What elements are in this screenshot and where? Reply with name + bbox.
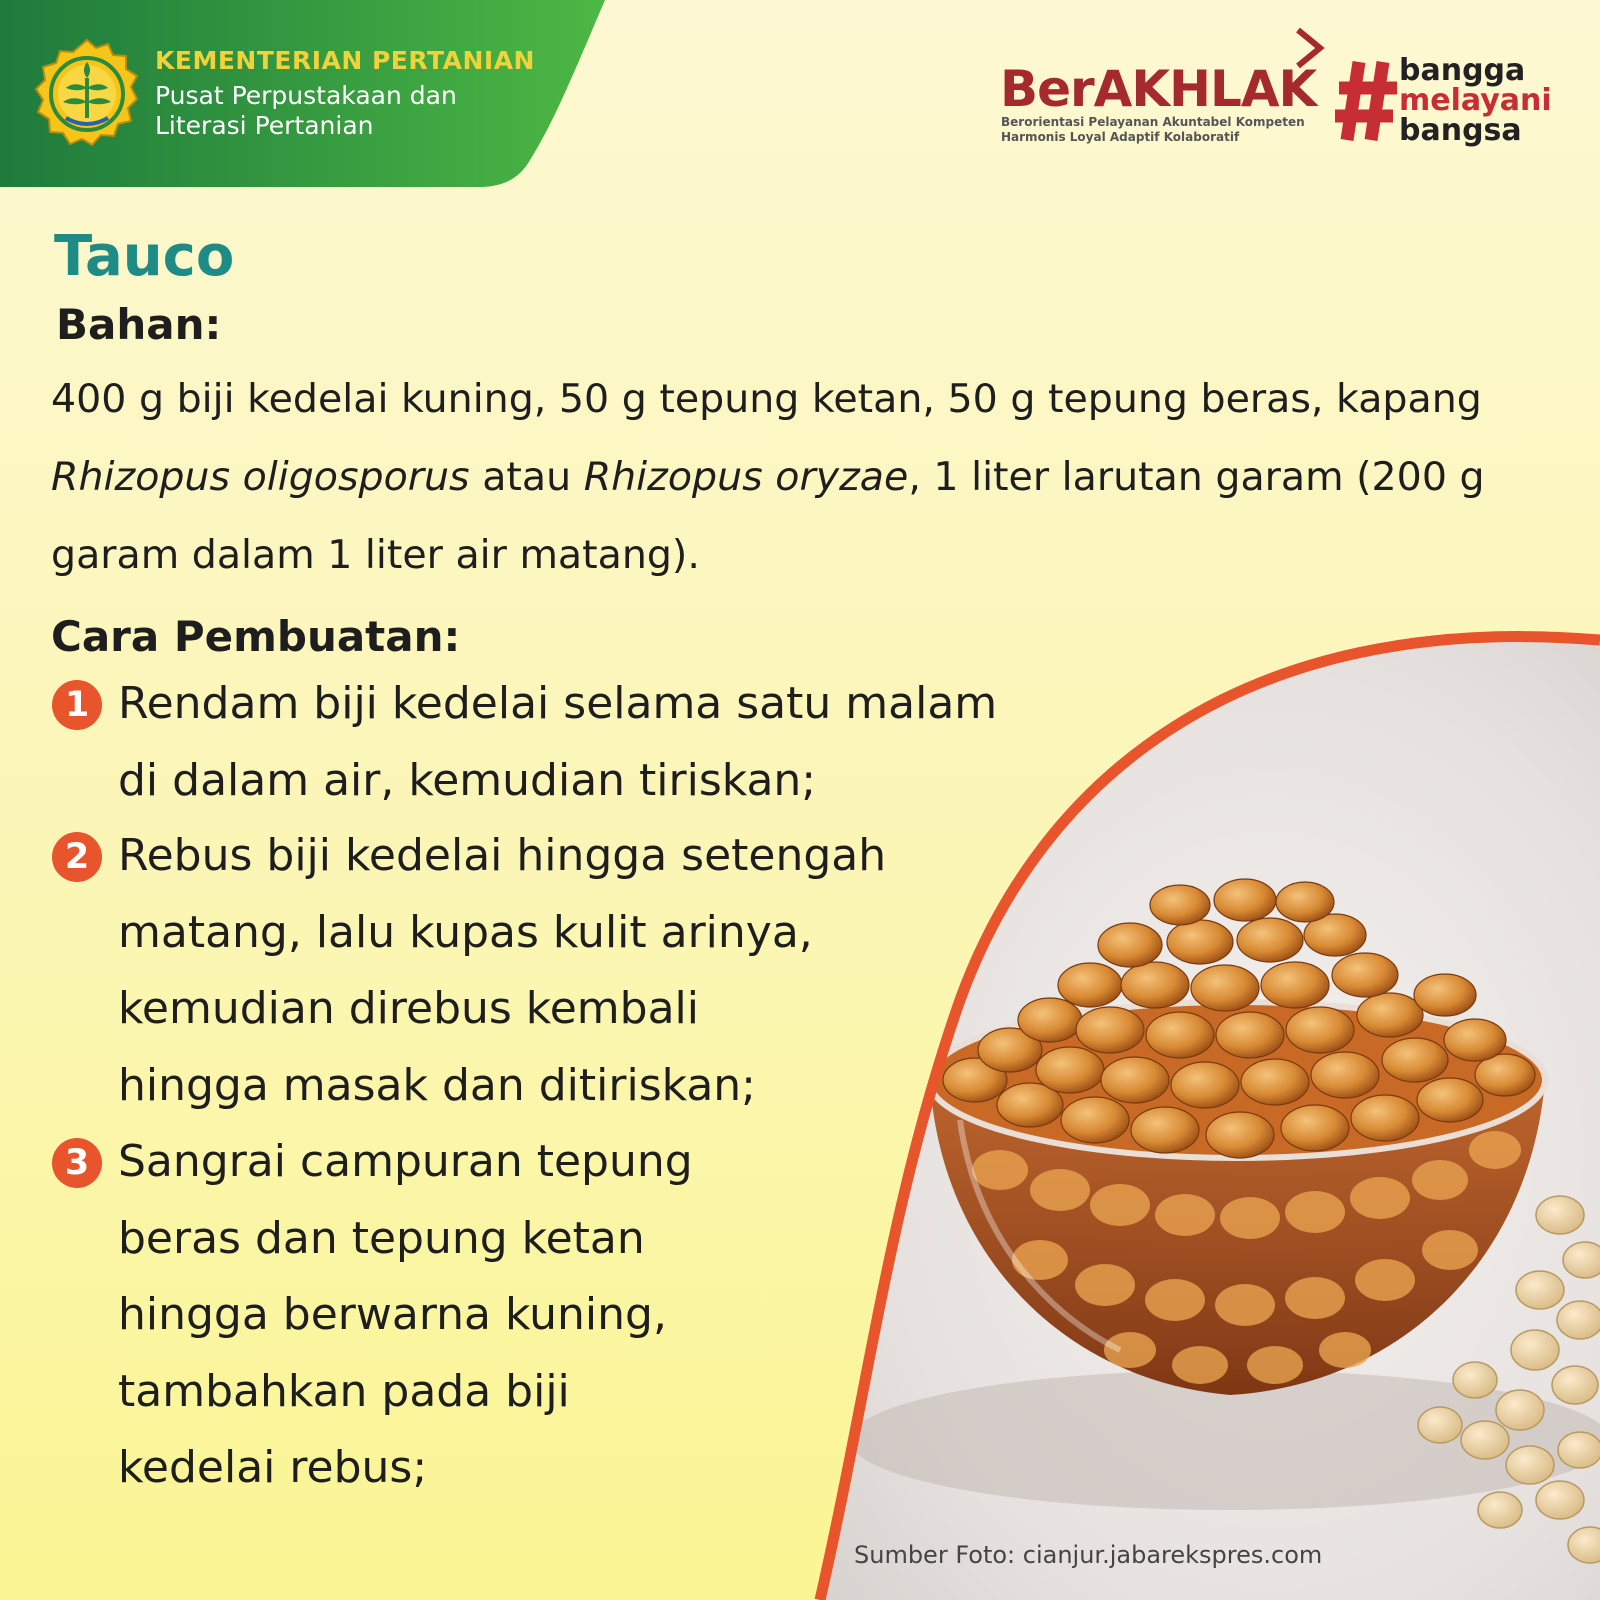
hashtag-word-melayani: melayani	[1399, 83, 1552, 118]
step-line: kedelai rebus;	[118, 1442, 428, 1493]
species-name: Rhizopus oryzae	[583, 454, 909, 500]
berakhlak-tagline-line2: Harmonis Loyal Adaptif Kolaboratif	[1001, 130, 1240, 144]
step-line: matang, lalu kupas kulit arinya,	[118, 906, 813, 958]
step-line: Rebus biji kedelai hingga setengah	[118, 830, 887, 881]
berakhlak-wordmark: BerAKHLAK	[1000, 60, 1317, 118]
step-line: di dalam air, kemudian tiriskan;	[118, 754, 817, 806]
photo-credit: Sumber Foto: cianjur.jabarekspres.com	[854, 1541, 1323, 1569]
recipe-title: Tauco	[54, 224, 235, 289]
ingredients-part: 400 g biji kedelai kuning, 50 g tepung ketan, 50 g tepung beras, kapang	[51, 376, 1482, 422]
step-text	[118, 666, 997, 819]
step-line: kemudian direbus kembali	[118, 983, 699, 1034]
method-heading: Cara Pembuatan:	[51, 612, 461, 661]
step-number-badge: 3	[52, 1138, 102, 1188]
hashtag-word-bangga: bangga	[1399, 53, 1526, 88]
ingredients-part: atau	[469, 454, 584, 500]
ingredients-heading: Bahan:	[56, 300, 222, 349]
ingredients-part: , 1 liter larutan garam (200 g garam dalam 1 liter air matang).	[51, 454, 1485, 578]
unit-name-line2: Literasi Pertanian	[155, 111, 374, 140]
unit-name-line1: Pusat Perpustakaan dan	[155, 81, 457, 110]
step-text	[118, 818, 886, 1124]
step-line: Sangrai campuran tepung	[118, 1136, 693, 1187]
step-line: Rendam biji kedelai selama satu malam	[118, 678, 998, 729]
step-number-badge: 1	[52, 680, 102, 730]
ministry-name: KEMENTERIAN PERTANIAN	[155, 46, 535, 75]
berakhlak-tagline-line1: Berorientasi Pelayanan Akuntabel Kompeten	[1001, 115, 1305, 129]
step-text	[118, 1124, 693, 1507]
step-line: hingga berwarna kuning,	[118, 1289, 667, 1340]
hashtag-word-bangsa: bangsa	[1399, 113, 1522, 148]
step-line: beras dan tepung ketan	[118, 1212, 645, 1264]
step-line: tambahkan pada biji	[118, 1365, 570, 1417]
step-number-badge: 2	[52, 832, 102, 882]
species-name: Rhizopus oligosporus	[51, 454, 470, 500]
step-line: hingga masak dan ditiriskan;	[118, 1059, 756, 1111]
